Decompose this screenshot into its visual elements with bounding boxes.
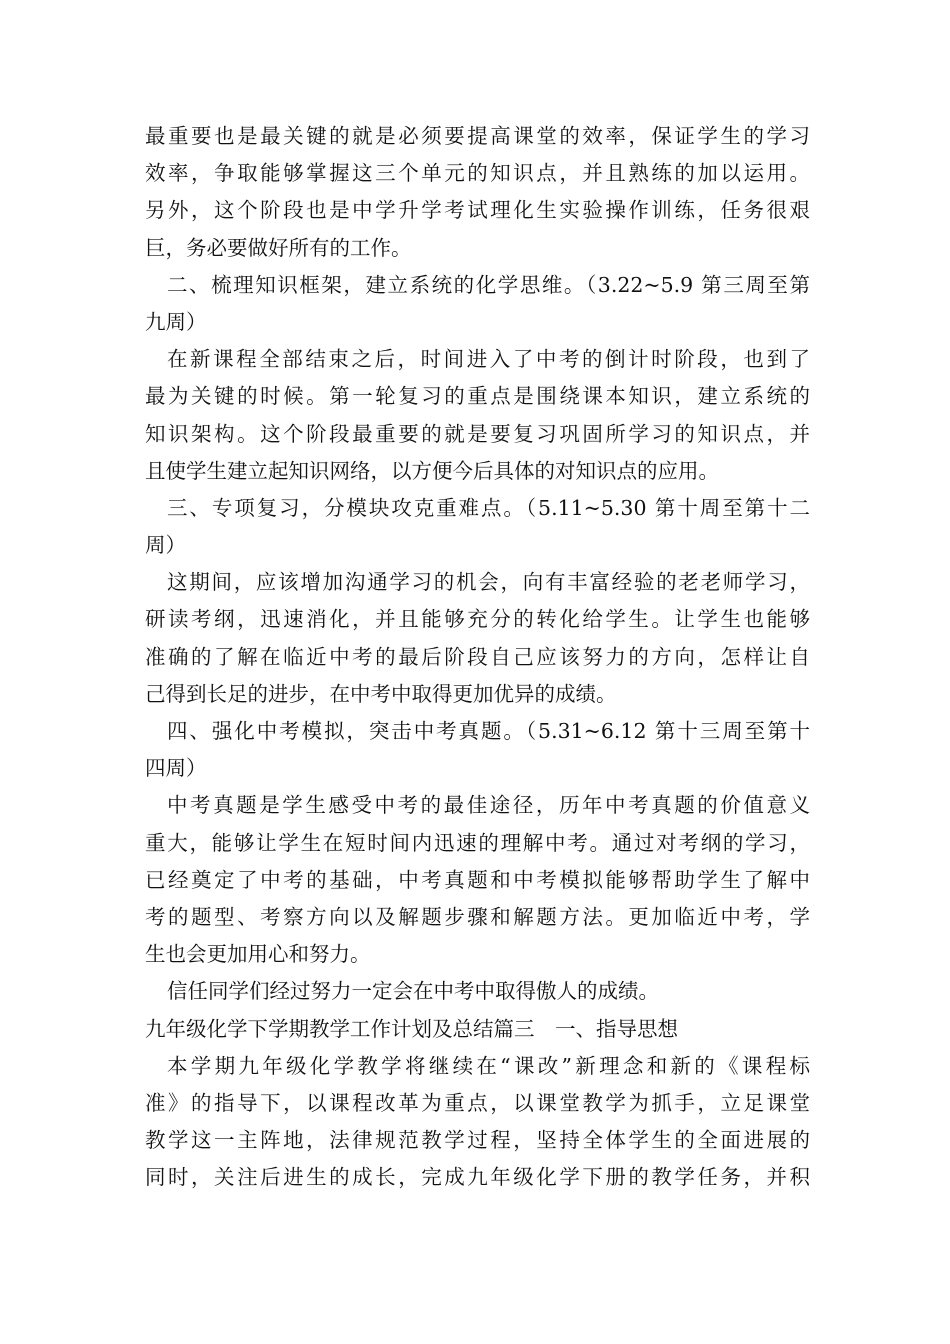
- text-line: 信任同学们经过努力一定会在中考中取得傲人的成绩。: [167, 979, 659, 1004]
- text-line: 巨，务必要做好所有的工作。: [145, 235, 412, 260]
- text-line: 教学这一主阵地，法律规范教学过程，坚持全体学生的全面进展的: [145, 1128, 810, 1153]
- text-line: 中考真题是学生感受中考的最佳途径，历年中考真题的价值意义: [167, 793, 810, 818]
- document-body: [145, 118, 810, 1196]
- text-line: 同时，关注后进生的成长，完成九年级化学下册的教学任务，并积: [145, 1165, 810, 1190]
- text-line: 最重要也是最关键的就是必须要提高课堂的效率，保证学生的学习: [145, 124, 810, 148]
- text-line: 二、梳理知识框架，建立系统的化学思维。（3.22~5.9 第三周至第: [167, 272, 810, 297]
- text-line: 三、专项复习，分模块攻克重难点。（5.11~5.30 第十周至第十二: [167, 495, 810, 520]
- text-line: 周）: [145, 533, 186, 558]
- text-line: 准确的了解在临近中考的最后阶段自己应该努力的方向，怎样让自: [145, 644, 810, 669]
- text-line: 四周）: [145, 756, 207, 781]
- text-line: 在新课程全部结束之后，时间进入了中考的倒计时阶段，也到了: [167, 347, 810, 372]
- text-line: 九年级化学下学期教学工作计划及总结篇三 一、指导思想: [145, 1016, 678, 1041]
- text-line: 最为关键的时候。第一轮复习的重点是围绕课本知识，建立系统的: [145, 384, 810, 409]
- text-line: 另外，这个阶段也是中学升学考试理化生实验操作训练，任务很艰: [145, 198, 810, 223]
- text-line: 研读考纲，迅速消化，并且能够充分的转化给学生。让学生也能够: [145, 607, 810, 632]
- text-line: 重大，能够让学生在短时间内迅速的理解中考。通过对考纲的学习，: [145, 830, 810, 855]
- text-line: 这期间，应该增加沟通学习的机会，向有丰富经验的老老师学习，: [167, 570, 810, 595]
- text-line: 知识架构。这个阶段最重要的就是要复习巩固所学习的知识点，并: [145, 421, 810, 446]
- text-line: 己得到长足的进步，在中考中取得更加优异的成绩。: [145, 681, 617, 706]
- text-line: 九周）: [145, 309, 207, 334]
- text-line: 效率，争取能够掌握这三个单元的知识点，并且熟练的加以运用。: [145, 161, 810, 186]
- text-line: 准》的指导下，以课程改革为重点，以课堂教学为抓手，立足课堂: [145, 1090, 810, 1115]
- text-line: 四、强化中考模拟，突击中考真题。（5.31~6.12 第十三周至第十: [167, 719, 810, 743]
- text-line: 生也会更加用心和努力。: [145, 942, 371, 967]
- text-line: 本学期九年级化学教学将继续在“课改”新理念和新的《课程标: [167, 1053, 810, 1078]
- text-line: 考的题型、考察方向以及解题步骤和解题方法。更加临近中考，学: [145, 904, 810, 929]
- text-line: 已经奠定了中考的基础，中考真题和中考模拟能够帮助学生了解中: [145, 867, 810, 892]
- text-line: 且使学生建立起知识网络，以方便今后具体的对知识点的应用。: [145, 458, 719, 483]
